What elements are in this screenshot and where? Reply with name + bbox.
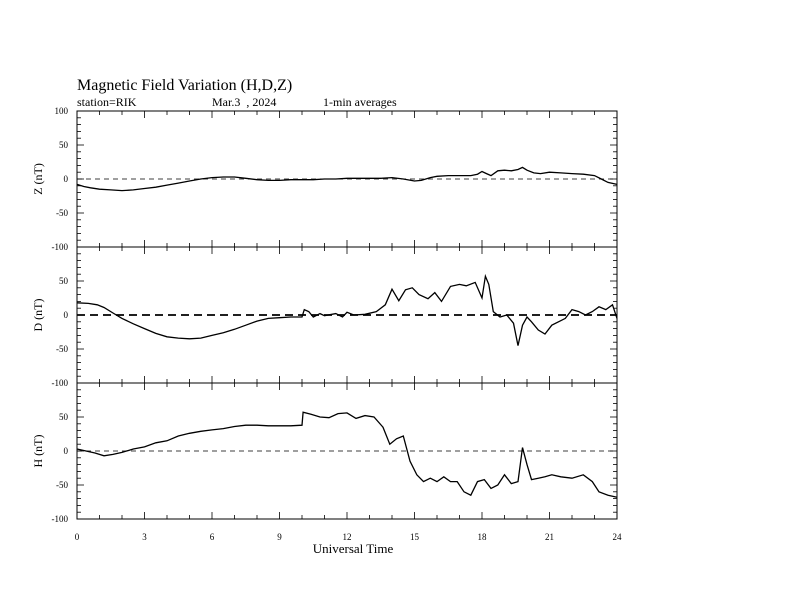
x-tick-label: 6 <box>209 532 215 542</box>
panel-z-ytick: -50 <box>56 208 68 218</box>
panel-d-ytick: -50 <box>56 344 68 354</box>
date-label: Mar.3 , 2024 <box>212 95 277 109</box>
panel-h-ylabel: H (nT) <box>31 434 45 468</box>
x-axis-label: Universal Time <box>312 541 394 556</box>
x-tick-label: 24 <box>612 532 622 542</box>
panel-h-ytick: 50 <box>59 412 68 422</box>
panel-d-ylabel: D (nT) <box>31 298 45 332</box>
panel-z-ytick: -100 <box>51 242 68 252</box>
panel-z-ytick: 0 <box>63 174 68 184</box>
x-tick-label: 18 <box>477 532 487 542</box>
panel-d-ytick: 0 <box>63 310 68 320</box>
averaging-label: 1-min averages <box>323 95 397 109</box>
chart-title: Magnetic Field Variation (H,D,Z) <box>77 77 293 94</box>
x-tick-label: 15 <box>410 532 419 542</box>
x-tick-label: 9 <box>277 532 282 542</box>
panel-z-ytick: 50 <box>59 140 68 150</box>
x-tick-label: 12 <box>342 532 352 542</box>
panel-h-ytick: 0 <box>63 446 68 456</box>
panel-d-ytick: -100 <box>51 378 68 388</box>
x-tick-label: 21 <box>545 532 554 542</box>
panel-z-ylabel: Z (nT) <box>31 163 45 195</box>
panel-d-ytick: 50 <box>59 276 68 286</box>
station-label: station=RIK <box>77 95 137 109</box>
panel-h-ytick: -50 <box>56 480 68 490</box>
panel-z-ytick: 100 <box>54 106 68 116</box>
x-tick-label: 0 <box>74 532 80 542</box>
x-tick-label: 3 <box>142 532 147 542</box>
panel-h-ytick: -100 <box>51 514 68 524</box>
